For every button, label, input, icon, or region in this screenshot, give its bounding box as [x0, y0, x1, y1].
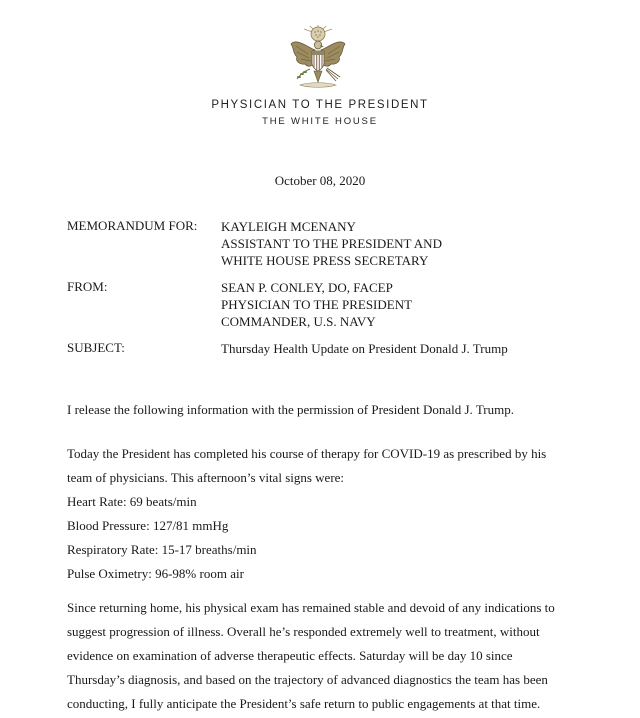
vital-pulse-oximetry: Pulse Oximetry: 96-98% room air — [67, 566, 244, 581]
letterhead-title: PHYSICIAN TO THE PRESIDENT — [211, 99, 429, 111]
closing-line: suggest progression of illness. Overall he’s responded extremely well to treatment, without — [67, 624, 540, 639]
vital-respiratory-rate: Respiratory Rate: 15-17 breaths/min — [67, 542, 257, 557]
sender-line: PHYSICIAN TO THE PRESIDENT — [221, 297, 413, 312]
recipient-line: ASSISTANT TO THE PRESIDENT AND — [221, 236, 442, 251]
memo-from-label: FROM: — [67, 279, 108, 294]
closing-line: Thursday’s diagnosis, and based on the trajectory of advanced diagnostics the team has been — [67, 672, 548, 687]
memo-date: October 08, 2020 — [274, 173, 366, 188]
vitals-paragraph — [67, 442, 587, 586]
memo-subject: Thursday Health Update on President Donald J. Trump — [221, 341, 508, 356]
intro-line: I release the following information with the permission of President Donald J. Trump. — [67, 402, 514, 417]
sender-line: SEAN P. CONLEY, DO, FACEP — [221, 280, 393, 295]
vital-heart-rate: Heart Rate: 69 beats/min — [67, 494, 197, 509]
closing-line: Since returning home, his physical exam has remained stable and devoid of any indications to — [67, 600, 555, 615]
vitals-line: team of physicians. This afternoon’s vital signs were: — [67, 470, 345, 485]
vital-blood-pressure: Blood Pressure: 127/81 mmHg — [67, 518, 229, 533]
closing-line: conducting, I fully anticipate the President’s safe return to public engagements at that time. — [67, 696, 541, 711]
eagle-seal-icon — [288, 24, 348, 92]
recipient-line: WHITE HOUSE PRESS SECRETARY — [221, 253, 429, 268]
memo-from-sender — [221, 279, 412, 330]
letterhead-subtitle: THE WHITE HOUSE — [262, 116, 378, 127]
memo-for-label: MEMORANDUM FOR: — [67, 218, 198, 233]
closing-line: evidence on examination of adverse therapeutic effects. Saturday will be day 10 since — [67, 648, 513, 663]
memo-for-recipient — [221, 218, 442, 269]
sender-line: COMMANDER, U.S. NAVY — [221, 314, 376, 329]
vitals-line: Today the President has completed his course of therapy for COVID-19 as prescribed by his — [67, 446, 547, 461]
closing-paragraph — [67, 596, 587, 716]
recipient-line: KAYLEIGH MCENANY — [221, 219, 356, 234]
memo-subject-label: SUBJECT: — [67, 340, 125, 355]
intro-paragraph — [67, 398, 587, 422]
